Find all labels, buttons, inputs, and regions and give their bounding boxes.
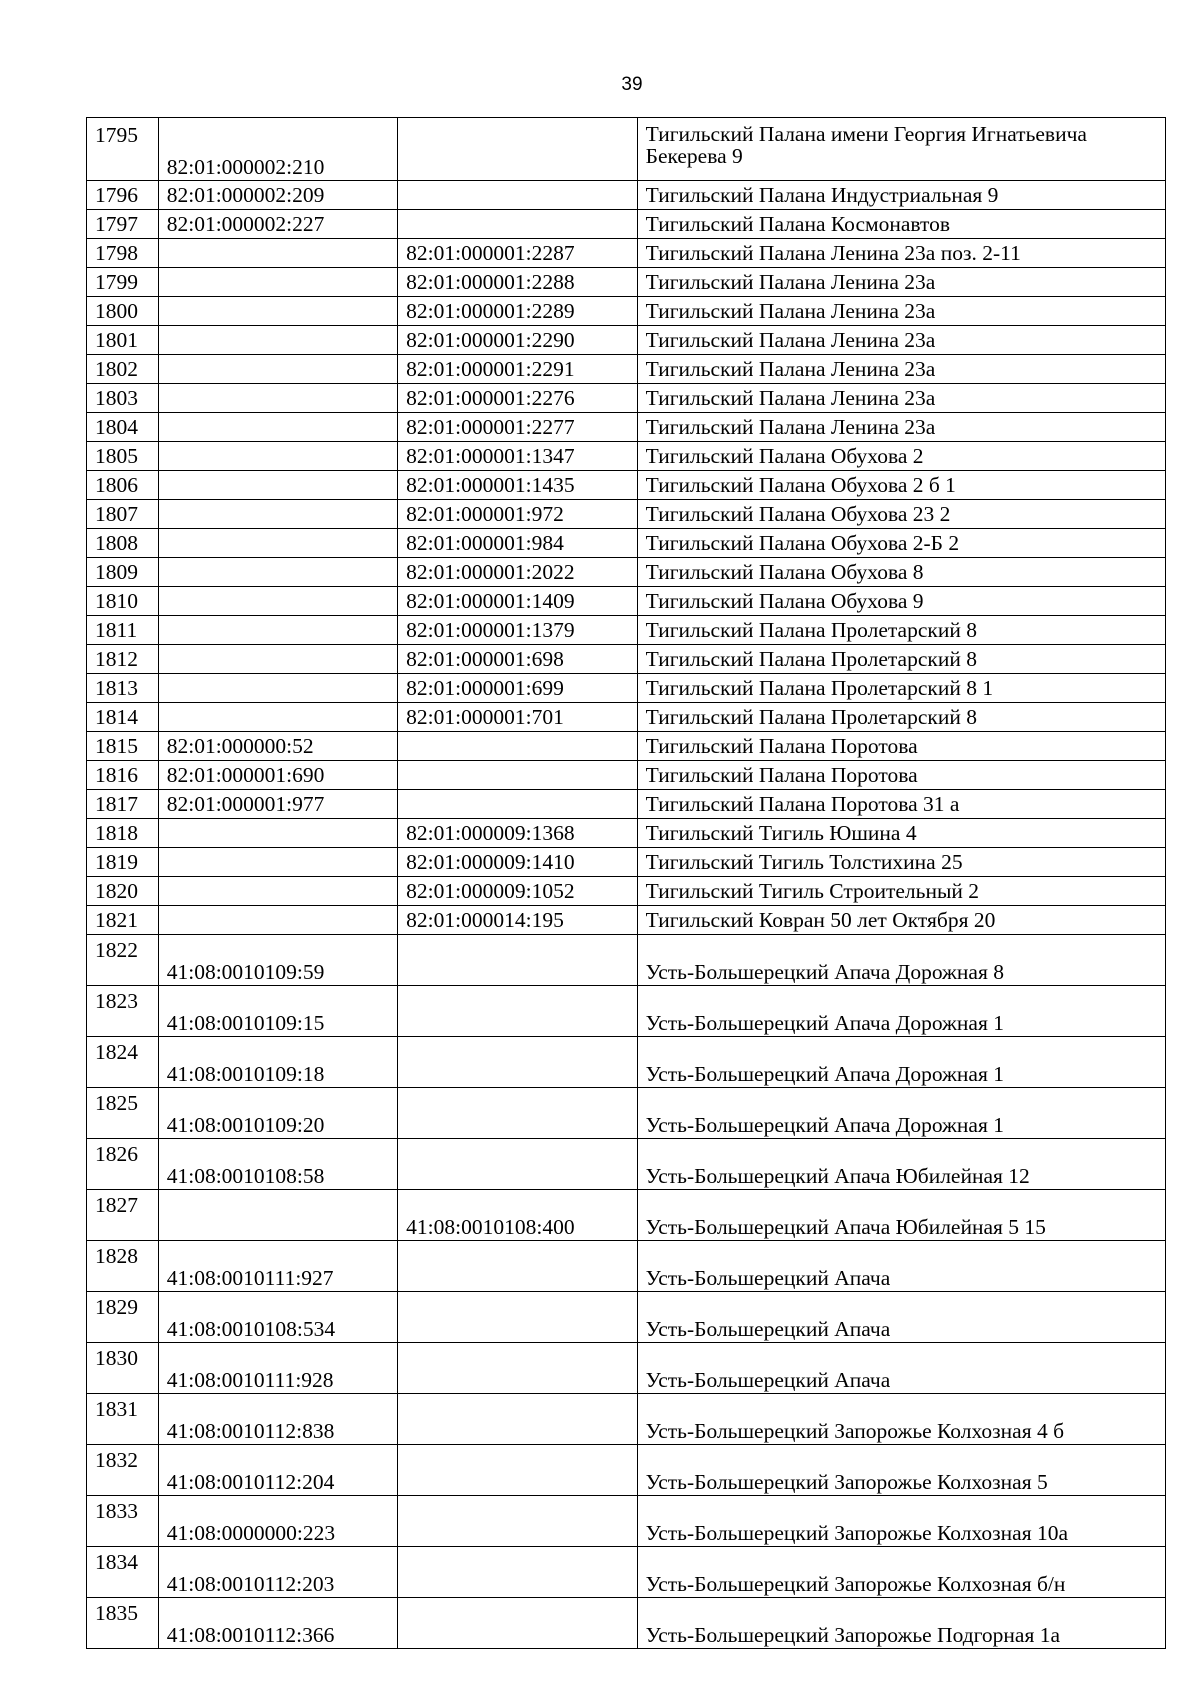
row-number-cell: 1803 xyxy=(87,384,159,413)
row-number-cell: 1823 xyxy=(87,986,159,1037)
address-cell: Тигильский Палана Обухова 8 xyxy=(637,558,1165,587)
address-cell: Тигильский Палана Пролетарский 8 xyxy=(637,645,1165,674)
row-number-cell: 1802 xyxy=(87,355,159,384)
cadastral-number-cell xyxy=(158,819,397,848)
cadastral-number-cell xyxy=(158,906,397,935)
table-row xyxy=(87,935,1166,986)
address-cell: Тигильский Палана имени Георгия Игнатьевича Бекерева 9 xyxy=(637,118,1165,181)
table-row xyxy=(87,1037,1166,1088)
table-row xyxy=(87,500,1166,529)
row-number-cell: 1806 xyxy=(87,471,159,500)
cadastral-number-alt-cell xyxy=(398,732,637,761)
address-cell: Усть-Большерецкий Апача xyxy=(637,1292,1165,1343)
table-row xyxy=(87,703,1166,732)
address-cell: Тигильский Палана Индустриальная 9 xyxy=(637,181,1165,210)
address-cell: Усть-Большерецкий Апача Дорожная 8 xyxy=(637,935,1165,986)
address-cell: Тигильский Тигиль Юшина 4 xyxy=(637,819,1165,848)
row-number-cell: 1814 xyxy=(87,703,159,732)
cadastral-number-alt-cell: 82:01:000001:701 xyxy=(398,703,637,732)
table-row xyxy=(87,645,1166,674)
table-row xyxy=(87,471,1166,500)
cadastral-number-cell xyxy=(158,442,397,471)
cadastral-number-cell: 82:01:000001:977 xyxy=(158,790,397,819)
row-number-cell: 1829 xyxy=(87,1292,159,1343)
property-table xyxy=(86,117,1166,1649)
address-cell: Тигильский Палана Ленина 23а xyxy=(637,384,1165,413)
cadastral-number-alt-cell: 82:01:000001:2276 xyxy=(398,384,637,413)
address-cell: Тигильский Палана Ленина 23а xyxy=(637,326,1165,355)
cadastral-number-cell: 41:08:0010112:366 xyxy=(158,1598,397,1649)
cadastral-number-cell: 41:08:0010112:203 xyxy=(158,1547,397,1598)
table-row xyxy=(87,1547,1166,1598)
row-number-cell: 1819 xyxy=(87,848,159,877)
address-cell: Усть-Большерецкий Апача xyxy=(637,1241,1165,1292)
cadastral-number-alt-cell xyxy=(398,1547,637,1598)
cadastral-number-alt-cell: 82:01:000001:1435 xyxy=(398,471,637,500)
cadastral-number-cell: 82:01:000002:209 xyxy=(158,181,397,210)
row-number-cell: 1795 xyxy=(87,118,159,181)
table-row xyxy=(87,210,1166,239)
row-number-cell: 1810 xyxy=(87,587,159,616)
cadastral-number-cell xyxy=(158,239,397,268)
table-row xyxy=(87,1088,1166,1139)
table-row xyxy=(87,384,1166,413)
address-cell: Тигильский Палана Поротова xyxy=(637,732,1165,761)
address-cell: Тигильский Палана Пролетарский 8 xyxy=(637,616,1165,645)
cadastral-number-cell xyxy=(158,558,397,587)
address-cell: Тигильский Палана Пролетарский 8 1 xyxy=(637,674,1165,703)
table-row xyxy=(87,790,1166,819)
cadastral-number-alt-cell: 82:01:000001:699 xyxy=(398,674,637,703)
row-number-cell: 1813 xyxy=(87,674,159,703)
cadastral-number-alt-cell xyxy=(398,1445,637,1496)
table-row xyxy=(87,986,1166,1037)
row-number-cell: 1830 xyxy=(87,1343,159,1394)
cadastral-number-cell xyxy=(158,268,397,297)
cadastral-number-alt-cell xyxy=(398,1496,637,1547)
cadastral-number-alt-cell: 82:01:000001:2289 xyxy=(398,297,637,326)
cadastral-number-alt-cell xyxy=(398,1598,637,1649)
row-number-cell: 1825 xyxy=(87,1088,159,1139)
table-row xyxy=(87,181,1166,210)
cadastral-number-cell xyxy=(158,1190,397,1241)
table-row xyxy=(87,877,1166,906)
cadastral-number-cell: 41:08:0000000:223 xyxy=(158,1496,397,1547)
cadastral-number-alt-cell: 82:01:000001:1409 xyxy=(398,587,637,616)
address-cell: Тигильский Палана Ленина 23а xyxy=(637,355,1165,384)
address-cell: Усть-Большерецкий Запорожье Колхозная 10а xyxy=(637,1496,1165,1547)
row-number-cell: 1809 xyxy=(87,558,159,587)
address-cell: Усть-Большерецкий Апача xyxy=(637,1343,1165,1394)
cadastral-number-alt-cell xyxy=(398,761,637,790)
page-number: 39 xyxy=(621,74,643,95)
row-number-cell: 1827 xyxy=(87,1190,159,1241)
address-cell: Тигильский Палана Обухова 2 б 1 xyxy=(637,471,1165,500)
cadastral-number-alt-cell xyxy=(398,790,637,819)
row-number-cell: 1804 xyxy=(87,413,159,442)
cadastral-number-cell: 41:08:0010109:18 xyxy=(158,1037,397,1088)
row-number-cell: 1799 xyxy=(87,268,159,297)
address-cell: Тигильский Палана Пролетарский 8 xyxy=(637,703,1165,732)
cadastral-number-cell: 82:01:000002:210 xyxy=(158,118,397,181)
table-row xyxy=(87,732,1166,761)
table-row xyxy=(87,529,1166,558)
cadastral-number-cell xyxy=(158,471,397,500)
address-cell: Тигильский Палана Ленина 23а xyxy=(637,268,1165,297)
row-number-cell: 1811 xyxy=(87,616,159,645)
cadastral-number-alt-cell: 82:01:000001:1347 xyxy=(398,442,637,471)
cadastral-number-alt-cell: 82:01:000001:2288 xyxy=(398,268,637,297)
cadastral-number-alt-cell xyxy=(398,1292,637,1343)
cadastral-number-alt-cell xyxy=(398,1241,637,1292)
table-row xyxy=(87,326,1166,355)
table-row xyxy=(87,1139,1166,1190)
cadastral-number-cell: 82:01:000001:690 xyxy=(158,761,397,790)
address-cell: Тигильский Палана Ленина 23а xyxy=(637,297,1165,326)
cadastral-number-cell: 41:08:0010109:15 xyxy=(158,986,397,1037)
table-row xyxy=(87,1496,1166,1547)
table-row xyxy=(87,442,1166,471)
table-row xyxy=(87,674,1166,703)
cadastral-number-alt-cell xyxy=(398,1394,637,1445)
row-number-cell: 1797 xyxy=(87,210,159,239)
table-body xyxy=(87,118,1166,1649)
address-cell: Усть-Большерецкий Апача Юбилейная 12 xyxy=(637,1139,1165,1190)
row-number-cell: 1815 xyxy=(87,732,159,761)
row-number-cell: 1805 xyxy=(87,442,159,471)
cadastral-number-cell xyxy=(158,355,397,384)
table-row xyxy=(87,558,1166,587)
table-row xyxy=(87,413,1166,442)
address-cell: Тигильский Ковран 50 лет Октября 20 xyxy=(637,906,1165,935)
row-number-cell: 1807 xyxy=(87,500,159,529)
address-cell: Усть-Большерецкий Апача Дорожная 1 xyxy=(637,1088,1165,1139)
row-number-cell: 1826 xyxy=(87,1139,159,1190)
cadastral-number-cell xyxy=(158,297,397,326)
cadastral-number-alt-cell xyxy=(398,1343,637,1394)
address-cell: Тигильский Палана Ленина 23а xyxy=(637,413,1165,442)
row-number-cell: 1812 xyxy=(87,645,159,674)
row-number-cell: 1822 xyxy=(87,935,159,986)
cadastral-number-alt-cell xyxy=(398,181,637,210)
address-cell: Усть-Большерецкий Запорожье Подгорная 1а xyxy=(637,1598,1165,1649)
address-cell: Тигильский Палана Ленина 23а поз. 2-11 xyxy=(637,239,1165,268)
cadastral-number-cell xyxy=(158,587,397,616)
cadastral-number-alt-cell: 82:01:000001:1379 xyxy=(398,616,637,645)
cadastral-number-alt-cell: 82:01:000001:2290 xyxy=(398,326,637,355)
cadastral-number-cell xyxy=(158,703,397,732)
row-number-cell: 1831 xyxy=(87,1394,159,1445)
address-cell: Тигильский Палана Обухова 9 xyxy=(637,587,1165,616)
cadastral-number-alt-cell: 82:01:000001:698 xyxy=(398,645,637,674)
cadastral-number-cell: 41:08:0010112:204 xyxy=(158,1445,397,1496)
table-row xyxy=(87,1292,1166,1343)
cadastral-number-alt-cell xyxy=(398,210,637,239)
table-row xyxy=(87,761,1166,790)
cadastral-number-alt-cell: 82:01:000009:1052 xyxy=(398,877,637,906)
address-cell: Усть-Большерецкий Запорожье Колхозная 5 xyxy=(637,1445,1165,1496)
cadastral-number-alt-cell xyxy=(398,935,637,986)
row-number-cell: 1817 xyxy=(87,790,159,819)
cadastral-number-alt-cell xyxy=(398,986,637,1037)
row-number-cell: 1818 xyxy=(87,819,159,848)
table-row xyxy=(87,1394,1166,1445)
address-cell: Усть-Большерецкий Запорожье Колхозная б/н xyxy=(637,1547,1165,1598)
cadastral-number-alt-cell: 82:01:000009:1410 xyxy=(398,848,637,877)
row-number-cell: 1800 xyxy=(87,297,159,326)
address-cell: Тигильский Палана Космонавтов xyxy=(637,210,1165,239)
row-number-cell: 1833 xyxy=(87,1496,159,1547)
table-row xyxy=(87,1598,1166,1649)
cadastral-number-cell xyxy=(158,500,397,529)
cadastral-number-cell xyxy=(158,529,397,558)
address-cell: Тигильский Тигиль Толстихина 25 xyxy=(637,848,1165,877)
cadastral-number-cell: 82:01:000002:227 xyxy=(158,210,397,239)
row-number-cell: 1798 xyxy=(87,239,159,268)
row-number-cell: 1796 xyxy=(87,181,159,210)
cadastral-number-cell xyxy=(158,877,397,906)
table-row xyxy=(87,616,1166,645)
cadastral-number-cell: 41:08:0010109:59 xyxy=(158,935,397,986)
cadastral-number-cell: 41:08:0010112:838 xyxy=(158,1394,397,1445)
cadastral-number-alt-cell: 41:08:0010108:400 xyxy=(398,1190,637,1241)
row-number-cell: 1816 xyxy=(87,761,159,790)
table-row xyxy=(87,355,1166,384)
row-number-cell: 1808 xyxy=(87,529,159,558)
table-row xyxy=(87,906,1166,935)
cadastral-number-cell xyxy=(158,326,397,355)
cadastral-number-cell xyxy=(158,645,397,674)
cadastral-number-alt-cell xyxy=(398,1037,637,1088)
cadastral-number-cell xyxy=(158,674,397,703)
table-row xyxy=(87,587,1166,616)
table-row xyxy=(87,118,1166,181)
row-number-cell: 1828 xyxy=(87,1241,159,1292)
address-cell: Тигильский Палана Обухова 2-Б 2 xyxy=(637,529,1165,558)
row-number-cell: 1801 xyxy=(87,326,159,355)
table-row xyxy=(87,819,1166,848)
cadastral-number-alt-cell: 82:01:000001:2277 xyxy=(398,413,637,442)
row-number-cell: 1824 xyxy=(87,1037,159,1088)
table-row xyxy=(87,1241,1166,1292)
cadastral-number-cell xyxy=(158,848,397,877)
address-cell: Тигильский Тигиль Строительный 2 xyxy=(637,877,1165,906)
cadastral-number-cell xyxy=(158,616,397,645)
cadastral-number-alt-cell: 82:01:000009:1368 xyxy=(398,819,637,848)
cadastral-number-cell: 41:08:0010108:534 xyxy=(158,1292,397,1343)
cadastral-number-alt-cell xyxy=(398,1088,637,1139)
table-row xyxy=(87,848,1166,877)
table-row xyxy=(87,1343,1166,1394)
row-number-cell: 1821 xyxy=(87,906,159,935)
cadastral-number-alt-cell: 82:01:000001:984 xyxy=(398,529,637,558)
cadastral-number-alt-cell: 82:01:000001:2291 xyxy=(398,355,637,384)
table-row xyxy=(87,297,1166,326)
address-cell: Усть-Большерецкий Запорожье Колхозная 4 б xyxy=(637,1394,1165,1445)
cadastral-number-alt-cell: 82:01:000001:2022 xyxy=(398,558,637,587)
cadastral-number-cell: 41:08:0010108:58 xyxy=(158,1139,397,1190)
cadastral-number-cell: 41:08:0010111:927 xyxy=(158,1241,397,1292)
cadastral-number-cell: 41:08:0010109:20 xyxy=(158,1088,397,1139)
row-number-cell: 1832 xyxy=(87,1445,159,1496)
address-cell: Усть-Большерецкий Апача Дорожная 1 xyxy=(637,1037,1165,1088)
cadastral-number-alt-cell: 82:01:000014:195 xyxy=(398,906,637,935)
address-cell: Усть-Большерецкий Апача Юбилейная 5 15 xyxy=(637,1190,1165,1241)
cadastral-number-alt-cell: 82:01:000001:2287 xyxy=(398,239,637,268)
table-row xyxy=(87,1190,1166,1241)
address-cell: Усть-Большерецкий Апача Дорожная 1 xyxy=(637,986,1165,1037)
address-cell: Тигильский Палана Обухова 2 xyxy=(637,442,1165,471)
row-number-cell: 1834 xyxy=(87,1547,159,1598)
cadastral-number-cell: 41:08:0010111:928 xyxy=(158,1343,397,1394)
table-row xyxy=(87,1445,1166,1496)
cadastral-number-cell xyxy=(158,413,397,442)
row-number-cell: 1820 xyxy=(87,877,159,906)
address-cell: Тигильский Палана Поротова 31 а xyxy=(637,790,1165,819)
cadastral-number-cell: 82:01:000000:52 xyxy=(158,732,397,761)
cadastral-number-alt-cell xyxy=(398,1139,637,1190)
cadastral-number-alt-cell: 82:01:000001:972 xyxy=(398,500,637,529)
cadastral-number-cell xyxy=(158,384,397,413)
address-cell: Тигильский Палана Поротова xyxy=(637,761,1165,790)
address-cell: Тигильский Палана Обухова 23 2 xyxy=(637,500,1165,529)
table-row xyxy=(87,268,1166,297)
table-row xyxy=(87,239,1166,268)
cadastral-number-alt-cell xyxy=(398,118,637,181)
row-number-cell: 1835 xyxy=(87,1598,159,1649)
